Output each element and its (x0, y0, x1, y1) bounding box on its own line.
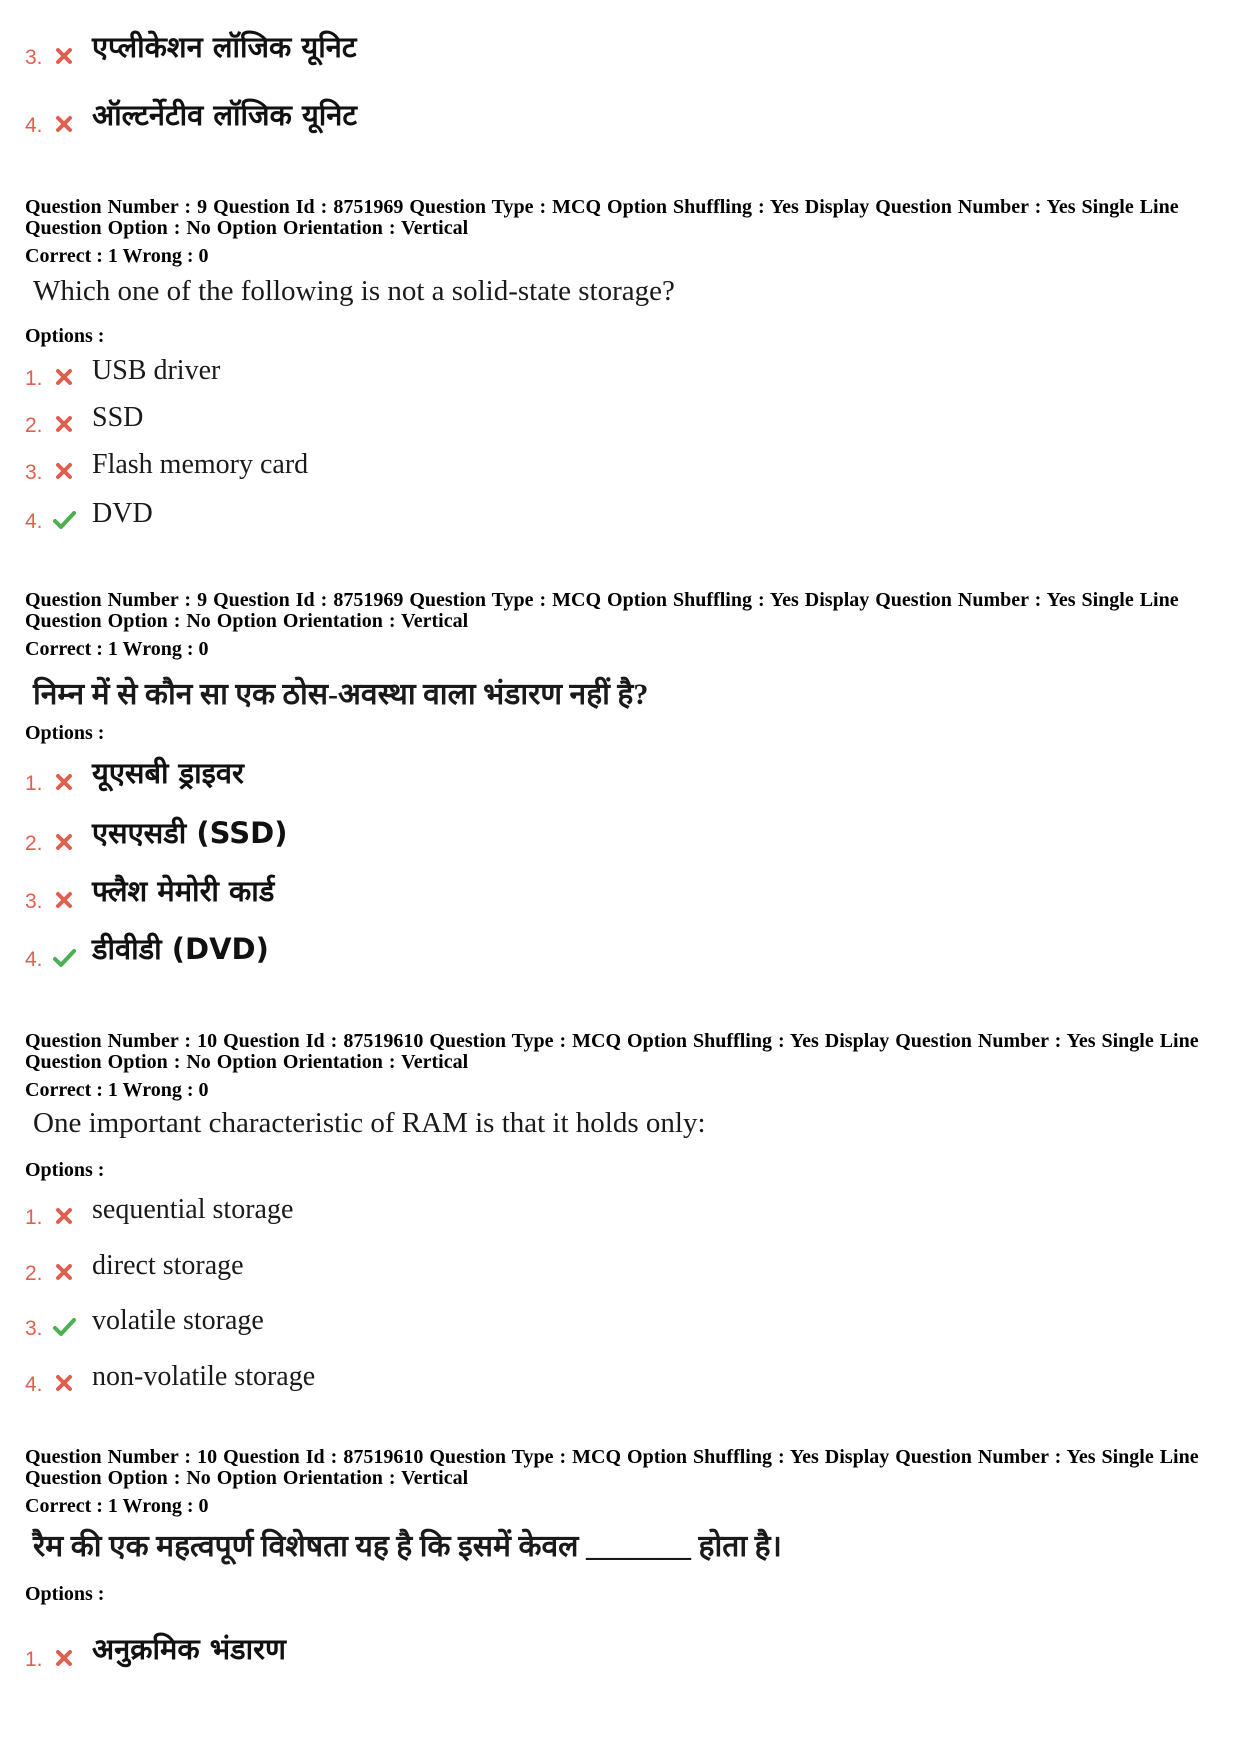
cross-icon (51, 1260, 77, 1284)
question-score: Correct : 1 Wrong : 0 (25, 638, 209, 660)
option-row (0, 1238, 1240, 1292)
question-text: निम्न में से कौन सा एक ठोस-अवस्था वाला भंडारण नहीं है? (33, 678, 649, 711)
question-meta: Question Number : 9 Question Id : 8751969 Question Type : MCQ Option Shuffling : Yes Display Question Number : Yes Single Line Question Option : No Option Orientation : Vertical (25, 196, 1179, 239)
question-score: Correct : 1 Wrong : 0 (25, 1495, 209, 1517)
option-number: 1. (25, 367, 43, 390)
option-text: USB driver (92, 355, 221, 386)
options-label: Options : (25, 1159, 105, 1181)
option-row (0, 390, 1240, 444)
option-row (0, 90, 1240, 144)
option-number: 4. (25, 1373, 43, 1396)
option-text: non-volatile storage (92, 1361, 316, 1392)
options-label: Options : (25, 722, 105, 744)
option-row (0, 1624, 1240, 1678)
option-number: 3. (25, 461, 43, 484)
question-meta: Question Number : 10 Question Id : 87519610 Question Type : MCQ Option Shuffling : Yes Display Question Number : Yes Single Line Question Option : No Option Orientation : Vertical (25, 1446, 1199, 1489)
option-number: 3. (25, 890, 43, 913)
question-score: Correct : 1 Wrong : 0 (25, 245, 209, 267)
option-text: डीवीडी (DVD) (92, 932, 269, 966)
option-row (0, 924, 1240, 978)
option-row (0, 1293, 1240, 1347)
option-text: एसएसडी (SSD) (92, 816, 288, 850)
option-text: Flash memory card (92, 449, 309, 480)
option-text: SSD (92, 402, 144, 433)
cross-icon (51, 888, 77, 912)
option-row (0, 343, 1240, 397)
option-row (0, 437, 1240, 491)
question-meta: Question Number : 10 Question Id : 87519610 Question Type : MCQ Option Shuffling : Yes Display Question Number : Yes Single Line Question Option : No Option Orientation : Vertical (25, 1030, 1199, 1073)
option-number: 2. (25, 1262, 43, 1285)
option-text: फ्लैश मेमोरी कार्ड (92, 874, 275, 908)
options-label: Options : (25, 1583, 105, 1605)
option-number: 3. (25, 46, 43, 69)
option-row (0, 748, 1240, 802)
cross-icon (51, 1646, 77, 1670)
cross-icon (51, 459, 77, 483)
option-row (0, 866, 1240, 920)
option-text: अनुक्रमिक भंडारण (92, 1632, 286, 1666)
check-icon (51, 1315, 77, 1339)
check-icon (51, 508, 77, 532)
option-row (0, 1349, 1240, 1403)
cross-icon (51, 1371, 77, 1395)
option-row (0, 1182, 1240, 1236)
question-text: Which one of the following is not a solid-state storage? (33, 275, 675, 307)
question-text: One important characteristic of RAM is that it holds only: (33, 1107, 706, 1139)
option-number: 4. (25, 510, 43, 533)
option-text: sequential storage (92, 1194, 294, 1225)
option-number: 1. (25, 772, 43, 795)
cross-icon (51, 44, 77, 68)
cross-icon (51, 365, 77, 389)
cross-icon (51, 412, 77, 436)
cross-icon (51, 1204, 77, 1228)
question-meta: Question Number : 9 Question Id : 8751969 Question Type : MCQ Option Shuffling : Yes Display Question Number : Yes Single Line Question Option : No Option Orientation : Vertical (25, 589, 1179, 632)
option-number: 4. (25, 114, 43, 137)
option-number: 1. (25, 1206, 43, 1229)
option-row (0, 808, 1240, 862)
option-text: एप्लीकेशन लॉजिक यूनिट (92, 30, 357, 64)
option-number: 2. (25, 832, 43, 855)
option-number: 2. (25, 414, 43, 437)
cross-icon (51, 770, 77, 794)
options-label: Options : (25, 325, 105, 347)
question-text: रैम की एक महत्वपूर्ण विशेषता यह है कि इसमें केवल _______ होता है। (33, 1530, 782, 1563)
cross-icon (51, 112, 77, 136)
option-text: यूएसबी ड्राइवर (92, 756, 244, 790)
option-text: volatile storage (92, 1305, 264, 1336)
cross-icon (51, 830, 77, 854)
question-score: Correct : 1 Wrong : 0 (25, 1079, 209, 1101)
option-row (0, 22, 1240, 76)
option-text: direct storage (92, 1250, 244, 1281)
option-text: ऑल्टर्नेटीव लॉजिक यूनिट (92, 98, 357, 132)
option-number: 1. (25, 1648, 43, 1671)
check-icon (51, 946, 77, 970)
option-row (0, 486, 1240, 540)
option-text: DVD (92, 498, 153, 529)
option-number: 3. (25, 1317, 43, 1340)
option-number: 4. (25, 948, 43, 971)
